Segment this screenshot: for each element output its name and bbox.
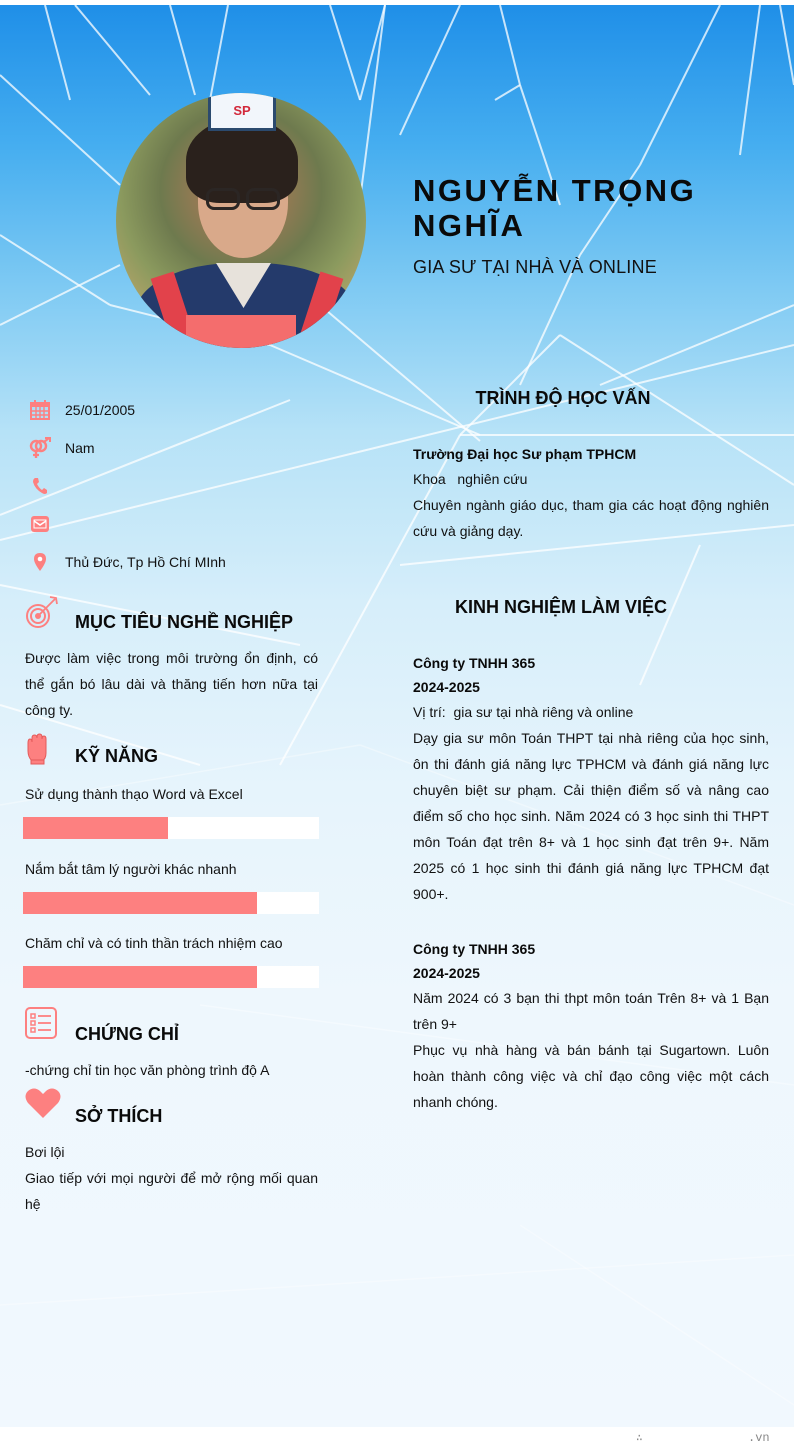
certificate-text: -chứng chỉ tin học văn phòng trình độ A [25,1062,270,1078]
footer-watermark-domain: .vn [748,1431,770,1445]
objective-section [25,595,318,723]
skill-item: Nắm bắt tâm lý người khác nhanh [25,856,318,914]
skills-section [25,733,318,988]
work-position: Vị trí: gia sư tại nhà riêng và online [413,704,634,720]
gender-icon [28,437,52,459]
contact-email [28,505,328,543]
objective-text: Được làm việc trong môi trường ổn định, có thể gắn bó lâu dài và thăng tiến hơn nữa tại công ty. [25,650,318,718]
calendar-icon [28,399,52,421]
skill-bar [23,966,319,988]
hobby-item: Bơi lội [25,1144,65,1160]
education-description: Chuyên ngành giáo dục, tham gia các hoạt động nghiên cứu và giảng dạy. [413,497,769,539]
envelope-icon [28,513,52,535]
heart-icon [25,1087,59,1121]
contact-birthday: 25/01/2005 [28,391,328,429]
contact-phone [28,467,328,505]
footer-watermark-dots: ∴ [636,1431,643,1444]
education-title: TRÌNH ĐỘ HỌC VẤN [475,388,651,408]
faculty: Khoa nghiên cứu [413,471,528,487]
map-pin-icon [28,551,52,573]
objective-title: MỤC TIÊU NGHỀ NGHIỆP [75,612,294,632]
skill-item: Chăm chỉ và có tinh thần trách nhiệm cao [25,930,318,988]
company-name: Công ty TNHH 365 [413,941,536,957]
skill-bar [23,817,319,839]
work-period: 2024-2025 [413,679,480,695]
skill-bar [23,892,319,914]
footer [0,1427,800,1453]
experience-item [413,937,769,1115]
contact-info [28,391,328,581]
skill-item: Sử dụng thành thạo Word và Excel [25,781,318,839]
work-description: Dạy gia sư môn Toán THPT tại nhà riêng của học sinh, ôn thi đánh giá năng lực TPHCM và đánh giá năng lực chuyên biệt sư phạm. Cải thiện điểm số và nâng cao điểm số cho học sinh. Năm 2024 có 3 học sinh thi THPT môn Toán đạt trên 8+ và 1 học sinh đạt trên 9+. Năm 2025 có 1 học sinh thi đánh giá năng lực TPHCM đạt 900+. [413,730,769,902]
experience-item [413,651,769,907]
candidate-name: NGUYỄN TRỌNG NGHĨA [413,173,697,243]
work-description: Phục vụ nhà hàng và bán bánh tại Sugartown. Luôn hoàn thành công việc và chỉ đạo công việc một cách nhanh chóng. [413,1042,769,1110]
checklist-icon [25,1007,59,1041]
job-title: GIA SƯ TẠI NHÀ VÀ ONLINE [413,257,657,277]
hobby-item: Giao tiếp với mọi người để mở rộng mối quan hệ [25,1170,318,1212]
cv-page [0,5,794,1427]
hobbies-title: SỞ THÍCH [75,1106,163,1126]
skills-title: KỸ NĂNG [75,746,159,766]
company-name: Công ty TNHH 365 [413,655,536,671]
contact-address: Thủ Đức, Tp Hồ Chí MInh [28,543,328,581]
school-name: Trường Đại học Sư phạm TPHCM [413,446,637,462]
education-section [413,442,769,544]
contact-gender: Nam [28,429,328,467]
profile-photo [116,93,366,348]
hobbies-section [25,1087,318,1217]
work-period: 2024-2025 [413,965,480,981]
university-logo: SP [208,93,276,131]
phone-icon [28,475,52,497]
certificates-section [25,1007,318,1083]
work-description: Năm 2024 có 3 bạn thi thpt môn toán Trên 8+ và 1 Bạn trên 9+ [413,990,769,1032]
certificates-title: CHỨNG CHỈ [75,1024,179,1044]
experience-title: KINH NGHIỆM LÀM VIỆC [454,597,667,617]
hand-icon [25,733,59,767]
target-icon [25,595,59,629]
